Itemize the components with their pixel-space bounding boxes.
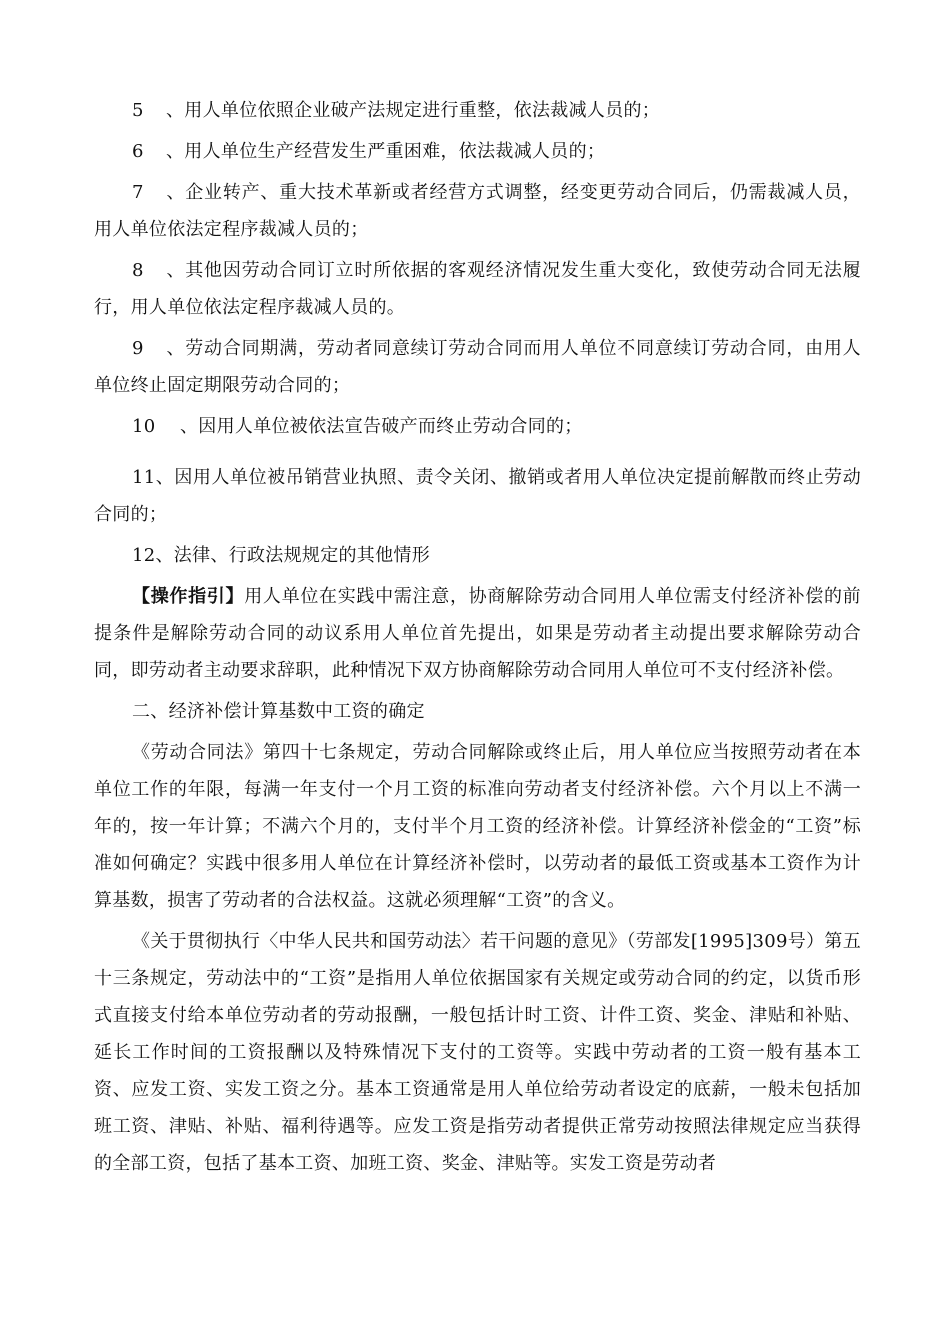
guide-text: 用人单位在实践中需注意，协商解除劳动合同用人单位需支付经济补偿的前提条件是解除劳动合同的动议系用人单位首先提出，如果是劳动者主动提出要求解除劳动合同，即劳动者主动要求辞职，此种情况下双方协商解除劳动合同用人单位可不支付经济补偿。 [94,586,861,681]
list-item-8 [94,252,861,326]
item-number: 10 [132,416,156,437]
document-page [94,92,861,1186]
list-item-6 [94,133,861,170]
list-item-7 [94,174,861,248]
item-text: 、因用人单位被依法宣告破产而终止劳动合同的； [180,416,583,437]
item-text: 、用人单位生产经营发生严重困难，依法裁减人员的； [166,141,606,162]
list-item-11: 11、因用人单位被吊销营业执照、责令关闭、撤销或者用人单位决定提前解散而终止劳动合同的； [94,467,861,525]
item-text: 、劳动合同期满，劳动者同意续订劳动合同而用人单位不同意续订劳动合同，由用人单位终止固定期限劳动合同的； [94,338,861,396]
item-text: 、用人单位依照企业破产法规定进行重整，依法裁减人员的； [166,100,661,121]
paragraph-1: 《劳动合同法》第四十七条规定，劳动合同解除或终止后，用人单位应当按照劳动者在本单位工作的年限，每满一年支付一个月工资的标准向劳动者支付经济补偿。六个月以上不满一年的，按一年计算；不满六个月的，支付半个月工资的经济补偿。计算经济补偿金的“工资”标准如何确定？实践中很多用人单位在计算经济补偿时，以劳动者的最低工资或基本工资作为计算基数，损害了劳动者的合法权益。这就必须理解“工资”的含义。 [94,742,861,911]
item-text: 、企业转产、重大技术革新或者经营方式调整，经变更劳动合同后，仍需裁减人员，用人单位依法定程序裁减人员的； [94,182,861,240]
item-number: 6 [132,141,144,162]
item-number: 8 [132,260,144,281]
item-number: 5 [132,100,144,121]
item-number: 7 [132,182,144,203]
list-item-12: 12、法律、行政法规规定的其他情形 [132,545,431,566]
paragraph-2: 《关于贯彻执行〈中华人民共和国劳动法〉若干问题的意见》（劳部发[1995]309号）第五十三条规定，劳动法中的“工资”是指用人单位依据国家有关规定或劳动合同的约定，以货币形式直接支付给本单位劳动者的劳动报酬，一般包括计时工资、计件工资、奖金、津贴和补贴、延长工作时间的工资报酬以及特殊情况下支付的工资等。实践中劳动者的工资一般有基本工资、应发工资、实发工资之分。基本工资通常是用人单位给劳动者设定的底薪，一般未包括加班工资、津贴、补贴、福利待遇等。应发工资是指劳动者提供正常劳动按照法律规定应当获得的全部工资，包括了基本工资、加班工资、奖金、津贴等。实发工资是劳动者 [94,931,861,1174]
item-number: 9 [132,338,144,359]
operation-guide [94,578,861,689]
section-heading: 二、经济补偿计算基数中工资的确定 [132,701,425,722]
list-item-5 [94,92,861,129]
list-item-9 [94,330,861,404]
item-text: 、其他因劳动合同订立时所依据的客观经济情况发生重大变化，致使劳动合同无法履行，用人单位依法定程序裁减人员的。 [94,260,861,318]
guide-label: 【操作指引】 [132,586,245,607]
list-item-10 [94,408,861,445]
